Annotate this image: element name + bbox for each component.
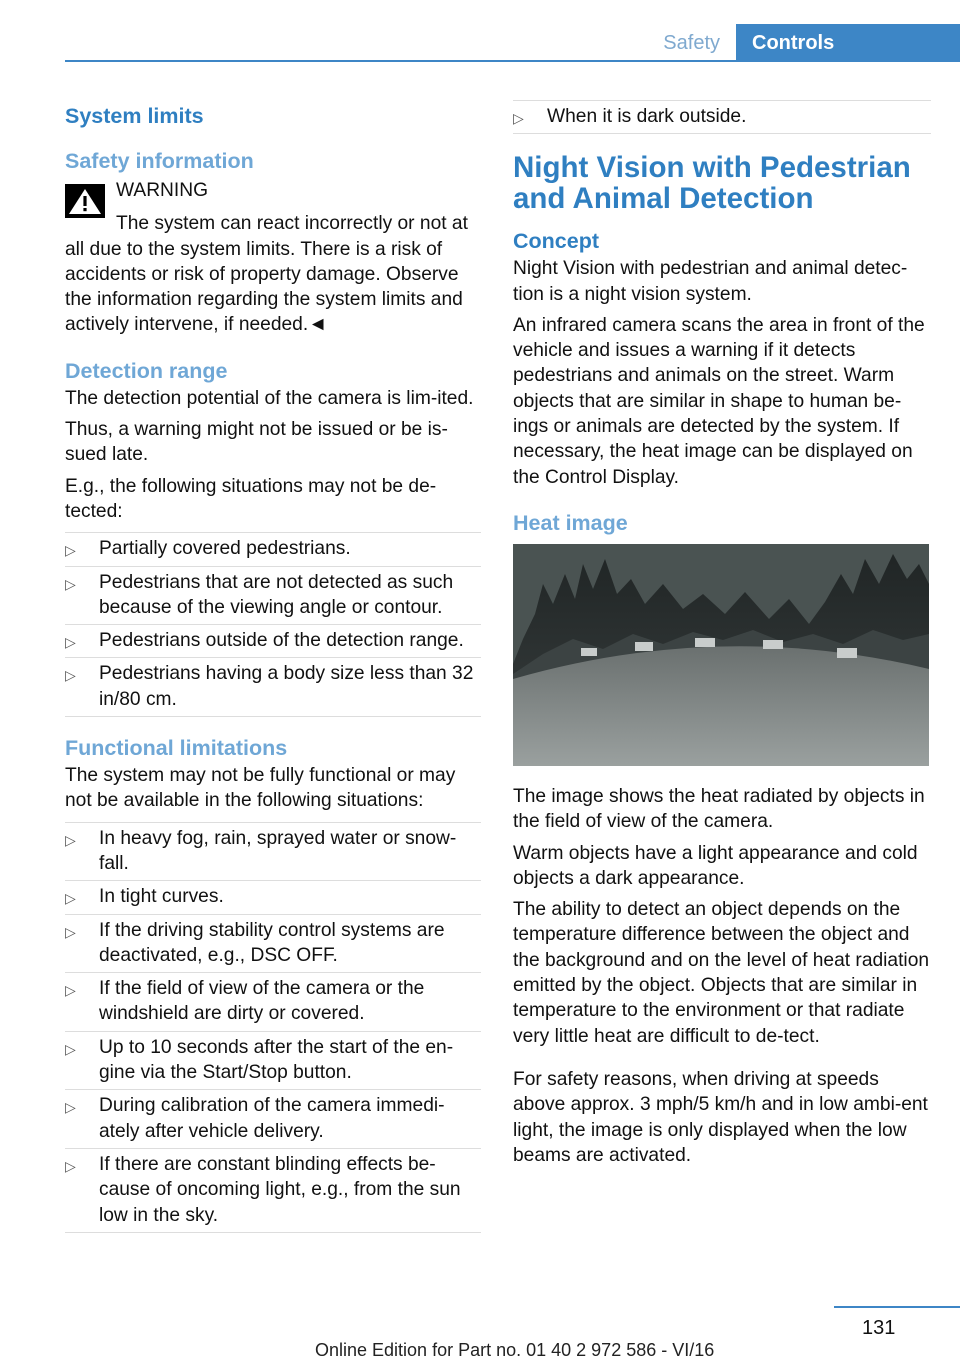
- concept-paragraph-1: Night Vision with pedestrian and animal detec-tion is a night vision system.: [513, 258, 908, 305]
- heat-paragraph-2: Warm objects have a light appearance and cold objects a dark appearance.: [513, 842, 918, 889]
- header-tab-controls[interactable]: Controls: [736, 24, 960, 62]
- page-number: 131: [862, 1317, 896, 1339]
- list-item: [65, 533, 481, 566]
- list-item: [65, 1032, 481, 1091]
- list-item-text: If there are constant blinding effects be-cause of oncoming light, e.g., from the sun low in the sky.: [99, 1153, 461, 1226]
- warning-label: WARNING: [116, 180, 209, 201]
- concept-paragraph-2: An infrared camera scans the area in front of the vehicle and issues a warning if it detects pedestrians and animals on the street. Warm objects that are similar in shape to human be-ings or animals are detected by the system. If necessary, the heat image can be displayed on the Control Display.: [513, 314, 925, 488]
- list-item-text: During calibration of the camera immedi-ately after vehicle delivery.: [99, 1095, 445, 1142]
- bullet-triangle-icon: ▷: [513, 110, 524, 126]
- bullet-triangle-icon: ▷: [65, 542, 76, 559]
- list-item: [65, 1090, 481, 1149]
- heat-paragraph-3: The ability to detect an object depends on the temperature difference between the object and the background and on the level of heat radiation emitted by the object. Objects that are similar in temperature to the environment or that radiate very little heat are difficult to de-tect.: [513, 899, 930, 1047]
- bullet-triangle-icon: ▷: [65, 923, 76, 940]
- heading-detection-range: Detection range: [65, 358, 228, 383]
- heading-safety-information: Safety information: [65, 149, 254, 173]
- heat-paragraph-4: For safety reasons, when driving at speeds above approx. 3 mph/5 km/h and in low ambi-ent light, the image is only displayed when the low beams are activated.: [513, 1068, 928, 1166]
- detection-paragraph-1: The detection potential of the camera is lim-ited.: [65, 387, 474, 409]
- detection-paragraph-2: Thus, a warning might not be issued or be is-sued late.: [65, 419, 448, 466]
- list-item: [65, 973, 481, 1032]
- right-column: [513, 100, 931, 1174]
- list-item: [65, 658, 481, 717]
- bullet-triangle-icon: ▷: [65, 575, 76, 592]
- header-tab-safety[interactable]: Safety: [663, 32, 720, 54]
- list-item: [65, 915, 481, 974]
- detection-paragraph-3: E.g., the following situations may not be de-tected:: [65, 475, 437, 522]
- list-item: [65, 1149, 481, 1233]
- warning-text: The system can react incorrectly or not at all due to the system limits. There is a risk of accidents or risk of property damage. Observe the information regarding the system limits and actively intervene, if needed.◄: [65, 213, 468, 336]
- list-item-text: Pedestrians outside of the detection range.: [99, 630, 464, 652]
- list-item-text: Up to 10 seconds after the start of the en-gine via the Start/Stop button.: [99, 1036, 454, 1084]
- list-item: [65, 881, 481, 914]
- list-item: [65, 567, 481, 626]
- heading-functional-limitations: Functional limitations: [65, 736, 288, 761]
- bullet-triangle-icon: ▷: [65, 1099, 76, 1116]
- footer-edition-text: Online Edition for Part no. 01 40 2 972 586 - VI/16: [315, 1340, 715, 1360]
- left-column: [65, 100, 481, 1249]
- bullet-triangle-icon: ▷: [65, 1157, 76, 1174]
- heading-heat-image: Heat image: [513, 510, 628, 535]
- bullet-triangle-icon: ▷: [65, 831, 76, 848]
- footer-rule: [834, 1306, 960, 1308]
- list-item-text: Partially covered pedestrians.: [99, 538, 351, 560]
- bullet-triangle-icon: ▷: [65, 667, 76, 684]
- heat-image-picture: [513, 544, 929, 766]
- list-item: [65, 823, 481, 882]
- list-item-text: If the field of view of the camera or the windshield are dirty or covered.: [99, 978, 425, 1025]
- warning-block: [65, 178, 481, 338]
- bullet-triangle-icon: ▷: [65, 982, 76, 999]
- functional-paragraph-1: The system may not be fully functional or may not be available in the following situations:: [65, 765, 456, 812]
- list-item-text: Pedestrians that are not detected as such because of the viewing angle or contour.: [99, 571, 454, 618]
- list-item-text: If the driving stability control systems are deactivated, e.g., DSC OFF.: [99, 919, 445, 966]
- list-item: [65, 625, 481, 658]
- warning-triangle-icon: [65, 184, 105, 218]
- bullet-triangle-icon: ▷: [65, 1040, 76, 1057]
- header-rule: [65, 60, 960, 62]
- list-item-text: Pedestrians having a body size less than 32 in/80 cm.: [99, 663, 474, 710]
- heat-paragraph-1: The image shows the heat radiated by objects in the field of view of the camera.: [513, 785, 925, 833]
- bullet-triangle-icon: ▷: [65, 634, 76, 651]
- detection-list: [65, 532, 481, 717]
- list-item-text: In tight curves.: [99, 886, 224, 908]
- bullet-triangle-icon: ▷: [65, 890, 76, 907]
- list-item-text: In heavy fog, rain, sprayed water or snow-fall.: [99, 827, 457, 874]
- list-item-text: When it is dark outside.: [547, 106, 747, 127]
- heading-night-vision: Night Vision with Pedestrian and Animal Detection: [513, 151, 911, 216]
- list-item: [513, 101, 931, 134]
- dark-list: [513, 100, 931, 134]
- functional-list: [65, 822, 481, 1233]
- heading-concept: Concept: [513, 229, 599, 254]
- heading-system-limits: System limits: [65, 104, 204, 128]
